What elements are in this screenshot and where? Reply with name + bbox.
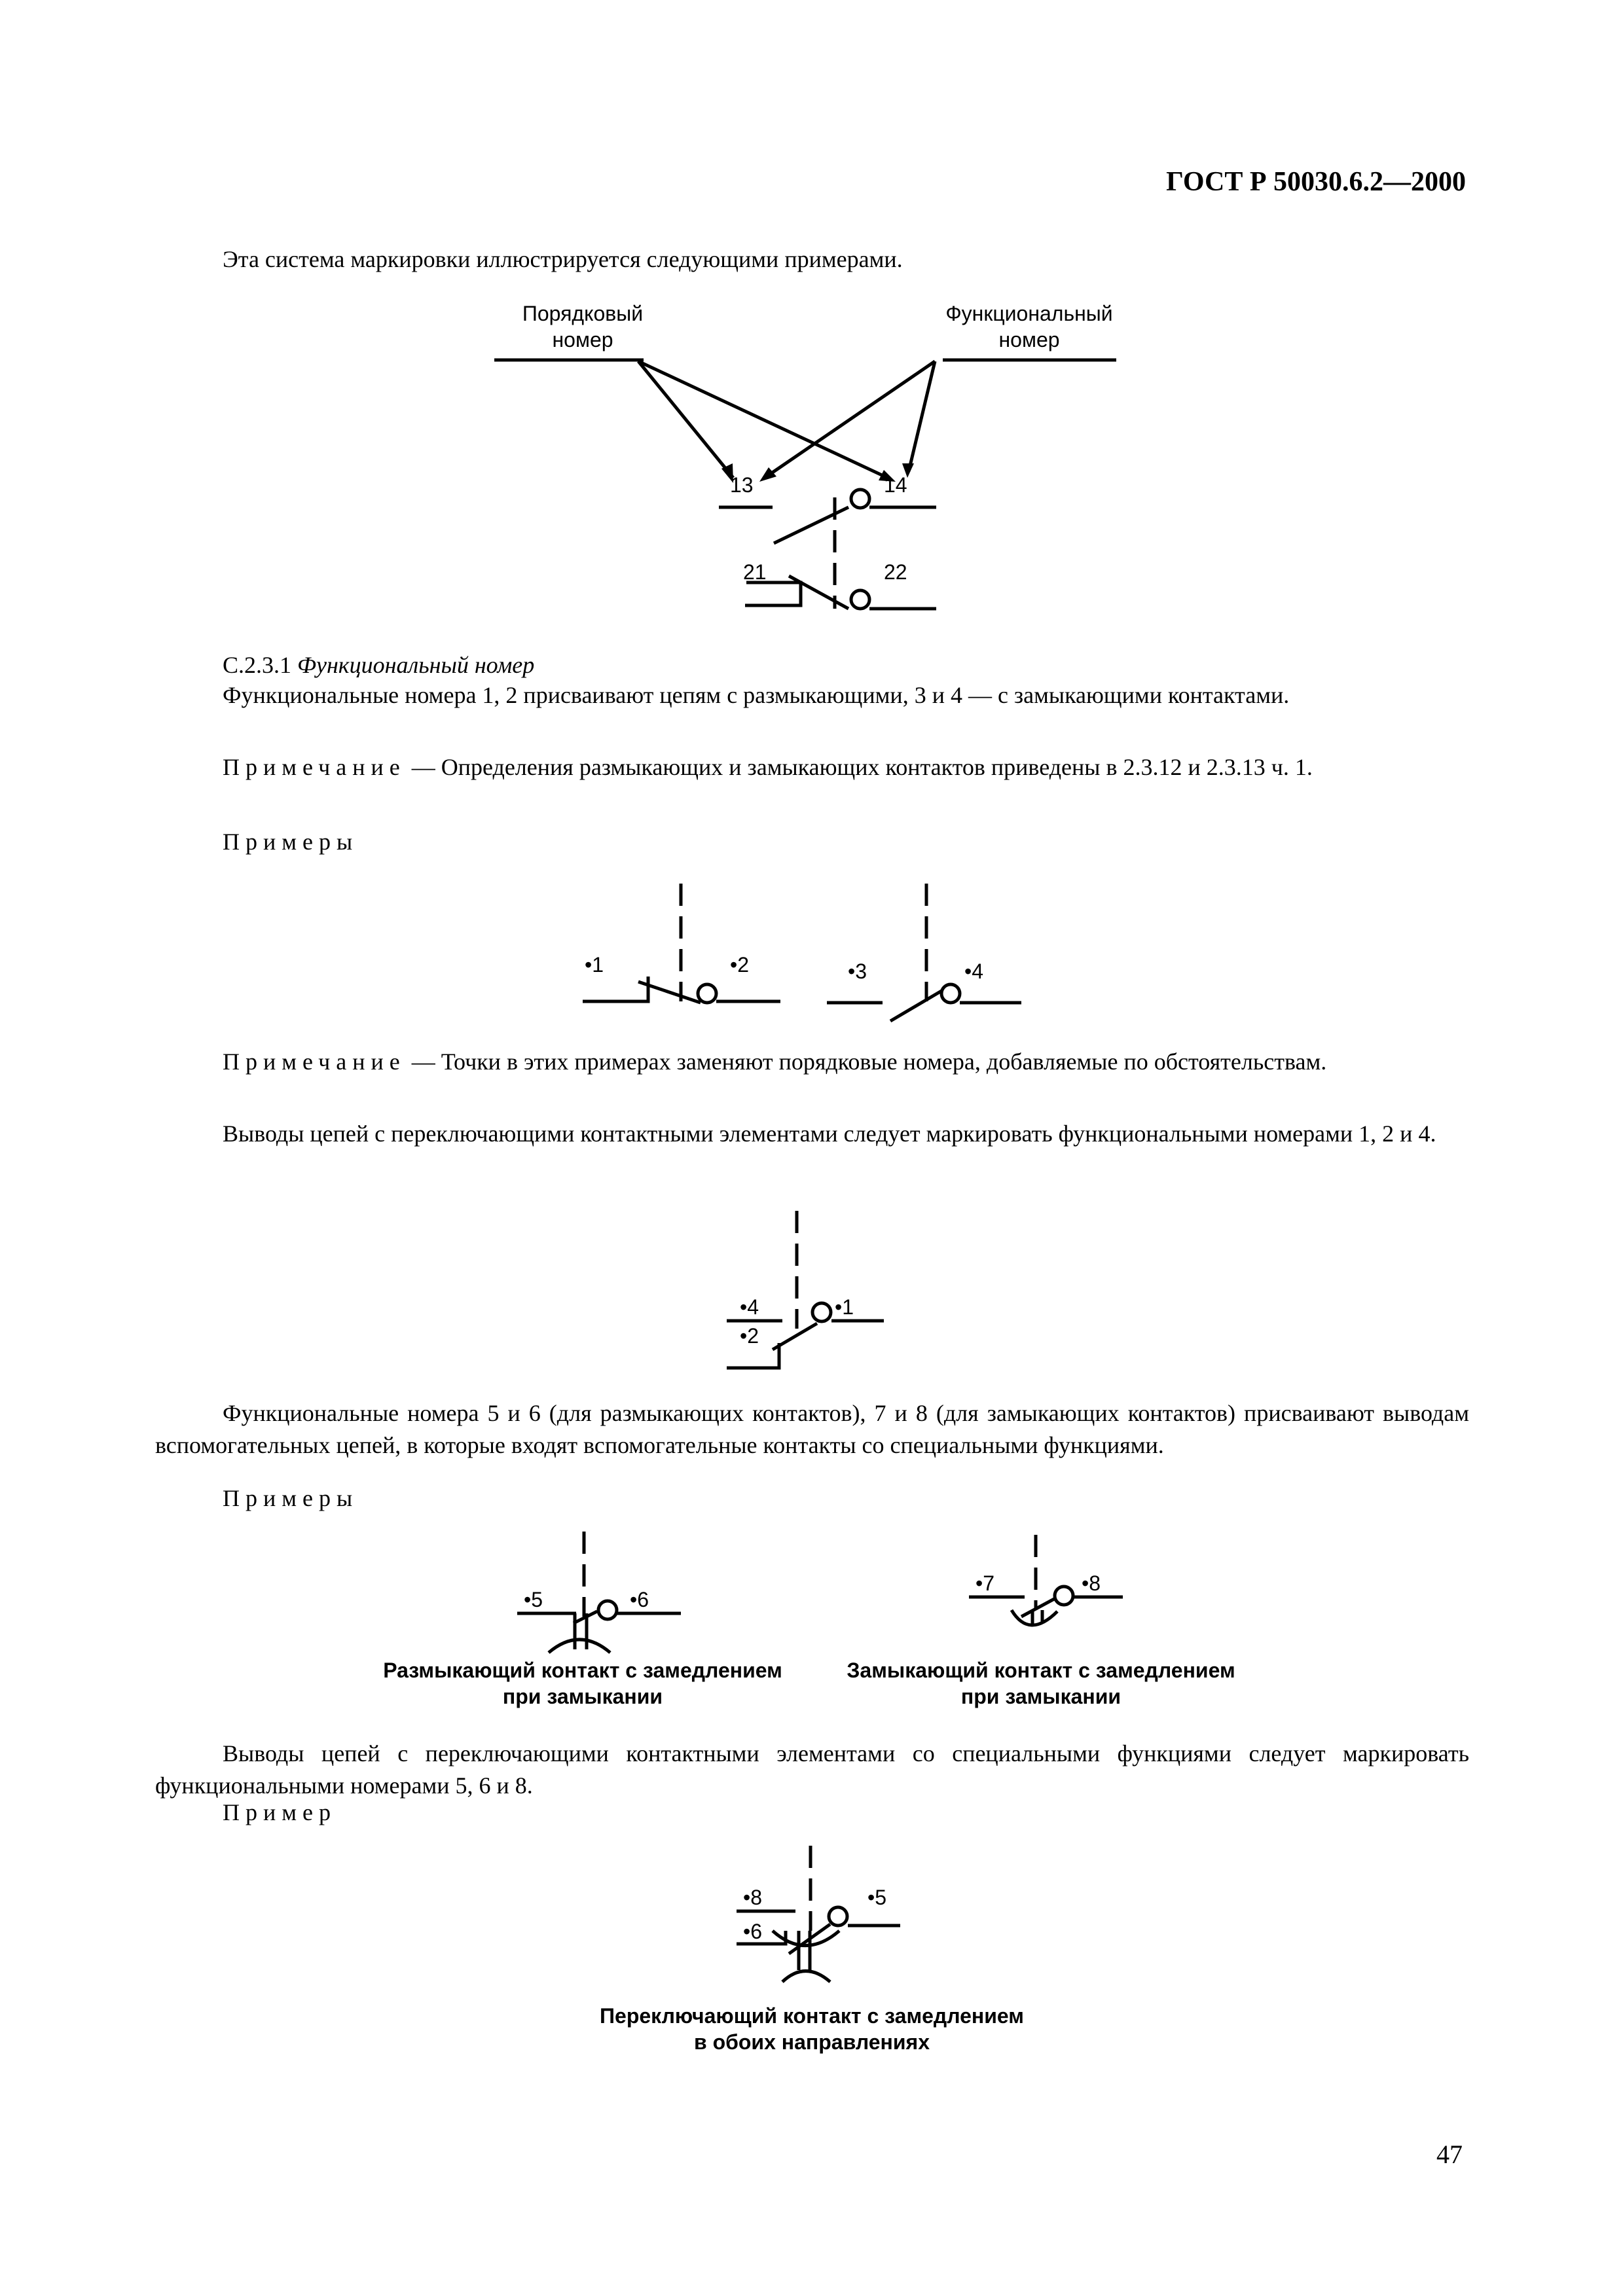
arrow-ordinal-to-13 <box>638 361 733 478</box>
no-delay-circle <box>1055 1587 1073 1605</box>
no-contact-circle <box>851 490 869 508</box>
caption-changeover-delay-line2: в обоих направлениях <box>694 2030 930 2054</box>
no-contact-blade <box>774 507 848 543</box>
note-1-label: Примечание <box>223 754 406 780</box>
note-2 <box>155 1046 1469 1078</box>
nc-delay-arc <box>549 1640 610 1653</box>
terminal-4: •4 <box>964 960 983 983</box>
changeover-delay-arc-bottom <box>782 1971 830 1982</box>
terminal-1: •1 <box>585 953 604 977</box>
changeover-delay-diagram <box>0 1833 1623 2029</box>
changeover-circle <box>812 1303 831 1321</box>
terminal-6-changeover: •6 <box>743 1920 762 1943</box>
examples-label-1: Примеры <box>223 829 359 855</box>
ordinal-number-label: Порядковый <box>522 302 644 325</box>
terminal-5: •5 <box>524 1588 543 1611</box>
functional-number-label: Функциональный <box>945 302 1113 325</box>
caption-nc-delay-line2: при замыкании <box>502 1685 663 1708</box>
caption-nc-delay-line1: Размыкающий контакт с замедлением <box>383 1659 782 1682</box>
terminal-14: 14 <box>884 473 907 497</box>
examples-label-2: Примеры <box>223 1485 359 1511</box>
caption-no-delay <box>825 1657 1257 1710</box>
ordinal-number-label-2: номер <box>552 328 613 351</box>
nc-contact-left <box>745 583 801 605</box>
page-number: 47 <box>1436 2140 1463 2169</box>
note-2-label: Примечание <box>223 1049 406 1075</box>
caption-nc-delay <box>367 1657 799 1710</box>
terminal-2-changeover: •2 <box>740 1324 759 1348</box>
changeover-blade <box>773 1323 817 1350</box>
note-1 <box>155 751 1469 783</box>
terminal-8: •8 <box>1082 1571 1101 1595</box>
functional-numbers-diagram <box>0 851 1623 1047</box>
special-function-contacts-diagram <box>0 1518 1623 1715</box>
terminal-13: 13 <box>730 473 754 497</box>
nc-delay-circle <box>598 1601 617 1619</box>
section-number: С.2.3.1 <box>223 652 292 678</box>
terminal-7: •7 <box>976 1571 994 1595</box>
arrowhead-13b <box>759 467 776 482</box>
intro-paragraph: Эта система маркировки иллюстрируется следующими примерами. <box>223 246 903 272</box>
terminal-8-changeover: •8 <box>743 1886 762 1909</box>
paragraph-3: Функциональные номера 5 и 6 (для размыкающих контактов), 7 и 8 (для замыкающих контактов) присваивают выводам вспомогательных цепей, в которые входят вспомогательные контакты со специальными функциями. <box>155 1400 1469 1458</box>
example-label-3: Пример <box>223 1799 337 1825</box>
caption-changeover-delay <box>550 2003 1074 2055</box>
marking-system-diagram <box>0 0 1623 655</box>
changeover-contact-figure <box>0 1198 1623 1394</box>
caption-changeover-delay-line1: Переключающий контакт с замедлением <box>600 2004 1024 2028</box>
caption-no-delay-line2: при замыкании <box>960 1685 1122 1708</box>
no-delay-blade <box>1021 1598 1055 1617</box>
section-title: Функциональный номер <box>297 652 535 678</box>
terminal-4-changeover: •4 <box>740 1295 759 1319</box>
document-header: ГОСТ Р 50030.6.2—2000 <box>1166 167 1466 197</box>
section-heading <box>155 649 1469 681</box>
note-2-text: — Точки в этих примерах заменяют порядковые номера, добавляемые по обстоятельствам. <box>405 1049 1327 1075</box>
terminal-2: •2 <box>730 953 749 977</box>
terminal-22: 22 <box>884 560 907 584</box>
note-1-text: — Определения размыкающих и замыкающих контактов приведены в 2.3.12 и 2.3.13 ч. 1. <box>405 754 1313 780</box>
paragraph-4: Выводы цепей с переключающими контактными элементами со специальными функциями следует маркировать функциональными номерами 5, 6 и 8. <box>155 1740 1469 1799</box>
terminal-3: •3 <box>848 960 867 983</box>
changeover-delay-circle <box>829 1907 847 1926</box>
nc-contact-circle <box>851 590 869 609</box>
terminal-1-changeover: •1 <box>835 1295 854 1319</box>
arrow-ordinal-to-14 <box>638 361 890 479</box>
paragraph-2: Выводы цепей с переключающими контактными элементами следует маркировать функциональными номерами 1, 2 и 4. <box>223 1121 1436 1147</box>
no-circle <box>941 984 960 1003</box>
section-paragraph-1: Функциональные номера 1, 2 присваивают цепям с размыкающими, 3 и 4 — с замыкающими контактами. <box>223 682 1290 708</box>
no-delay-arc <box>1012 1610 1057 1625</box>
terminal-5-changeover: •5 <box>867 1886 886 1909</box>
terminal-6: •6 <box>630 1588 649 1611</box>
functional-number-label-2: номер <box>998 328 1060 351</box>
caption-no-delay-line1: Замыкающий контакт с замедлением <box>847 1659 1235 1682</box>
no-blade <box>890 991 941 1021</box>
terminal-21: 21 <box>743 560 767 584</box>
nc-circle <box>698 984 716 1003</box>
nc-left-lead <box>583 977 648 1001</box>
